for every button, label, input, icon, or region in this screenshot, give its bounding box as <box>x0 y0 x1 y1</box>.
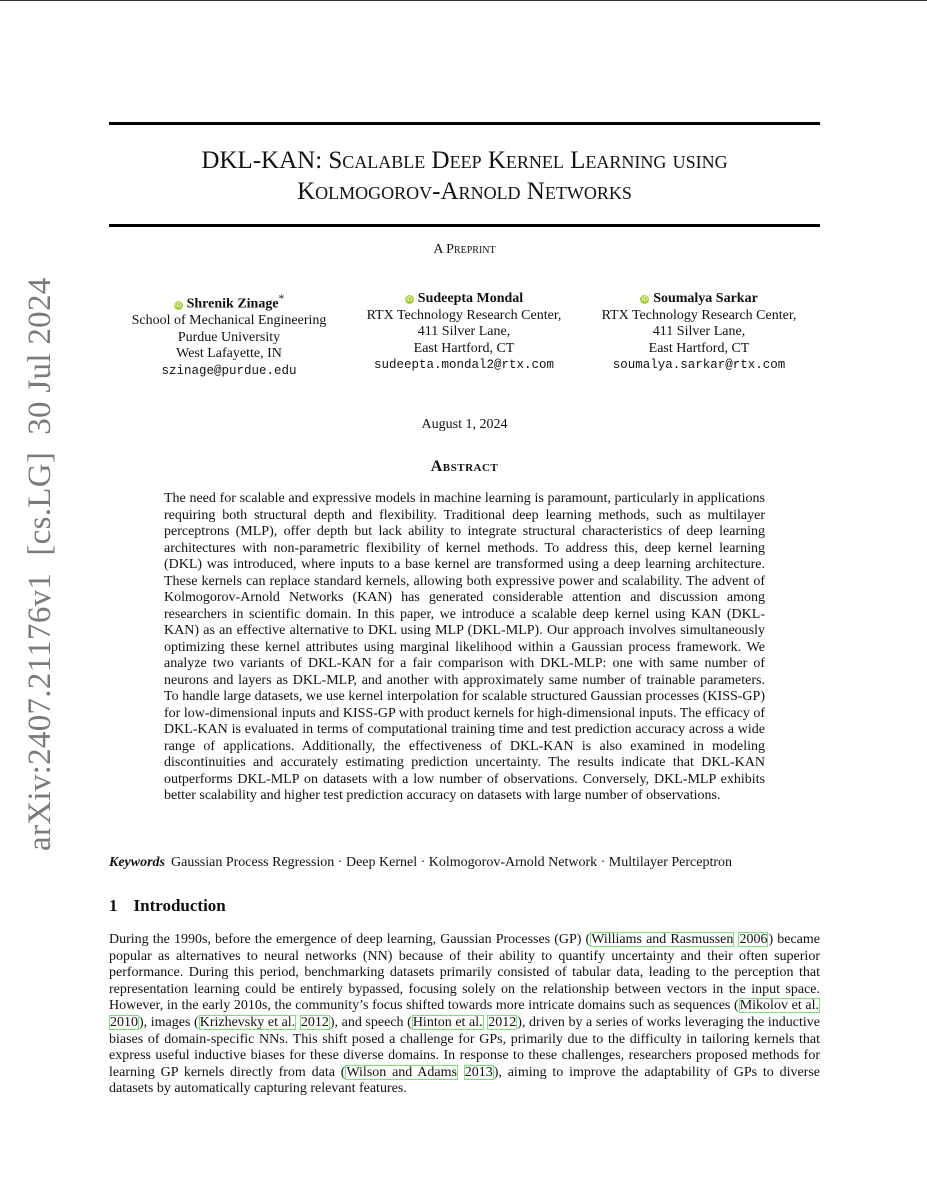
author-email[interactable]: szinage@purdue.edu <box>161 363 297 378</box>
corresponding-mark: * <box>278 292 285 305</box>
keywords-label: Keywords <box>109 855 165 870</box>
title-line-2: Kolmogorov-Arnold Networks <box>297 178 632 205</box>
author-affiliation: 411 Silver Lane, <box>417 324 511 339</box>
author-3 <box>579 291 819 374</box>
author-affiliation: East Hartford, CT <box>413 340 515 356</box>
arxiv-identifier: arXiv:2407.21176v1 [cs.LG] 30 Jul 2024 <box>22 277 58 851</box>
intro-text: ), and speech ( <box>329 1014 412 1030</box>
citation-year-link[interactable]: 2012 <box>488 1014 517 1030</box>
abstract-text: The need for scalable and expressive models in machine learning is paramount, particularly in applications requiring both structural depth and flexibility. Traditional deep learning methods, such as multilayer perceptrons (MLP), offer depth but lack ability to integrate structural characteristics of deep learning architectures with non-parametric flexibility of kernel methods. To address this, deep kernel learning (DKL) was introduced, where inputs to a base kernel are transformed using a deep learning architecture. These kernels can replace standard kernels, allowing both expressive power and scalability. The advent of Kolmogorov-Arnold Networks (KAN) has generated considerable attention and discussion among researchers in scientific domain. In this paper, we introduce a scalable deep kernel using KAN (DKL-KAN) as an effective alternative to DKL using MLP (DKL-MLP). Our approach involves simultaneously optimizing these kernel attributes using marginal likelihood within a Gaussian process framework. We analyze two variants of DKL-KAN for a fair comparison with DKL-MLP: one with same number of neurons and layers as DKL-MLP, and another with approximately same number of trainable parameters. To handle large datasets, we use kernel interpolation for scalable structured Gaussian processes (KISS-GP) for low-dimensional inputs and KISS-GP with product kernels for high-dimensional inputs. The efficacy of DKL-KAN is evaluated in terms of computational training time and test prediction accuracy across a wide range of applications. Additionally, the effectiveness of DKL-KAN is also examined in modeling discontinuities and accurately estimating prediction uncertainty. The results indicate that DKL-KAN outperforms DKL-MLP on datasets with a low number of observations. Conversely, DKL-MLP exhibits better scalability and higher test prediction accuracy on datasets with large number of observations. <box>164 491 765 803</box>
citation-year-link[interactable]: 2006 <box>739 932 768 947</box>
author-affiliation: East Hartford, CT <box>648 340 750 356</box>
orcid-icon[interactable]: iD <box>641 296 648 303</box>
author-affiliation: Purdue University <box>177 329 281 345</box>
author-email[interactable]: sudeepta.mondal2@rtx.com <box>373 358 555 372</box>
orcid-icon[interactable]: iD <box>174 301 182 309</box>
citation-link[interactable]: Williams and Rasmussen <box>591 932 734 947</box>
keywords-line <box>109 855 732 871</box>
orcid-icon[interactable]: iD <box>406 296 413 303</box>
citation-link[interactable]: Hinton et al. <box>412 1014 483 1030</box>
paper-title <box>109 145 820 207</box>
author-1 <box>109 291 349 379</box>
intro-text: ), images ( <box>139 1014 199 1030</box>
title-rule-bottom <box>109 224 820 227</box>
abstract-heading: Abstract <box>430 458 499 475</box>
intro-text: ) became popular as alternatives to neural networks (NN) because of their ability to quantify uncertainty and their often superior performance. During this period, benchmarking datasets primarily consisted of tabular data, leading to the perception that representation learning could be entirely bypassed, focusing solely on the relationship between vectors in the input space. However, in the early 2010s, the community’s focus shifted towards more intricate domains such as sequences ( <box>109 932 820 1014</box>
intro-text: ), aiming to improve the adaptability of GPs to diverse datasets by automatically capturing relevant features. <box>109 1064 821 1097</box>
author-affiliation: 411 Silver Lane, <box>652 324 746 339</box>
author-name: Sudeepta Mondal <box>417 291 524 306</box>
preprint-label: A Preprint <box>433 242 496 257</box>
section-title: Introduction <box>133 896 226 915</box>
citation-year-link[interactable]: 2013 <box>464 1064 493 1080</box>
citation-link[interactable]: Krizhevsky et al. <box>199 1014 296 1030</box>
citation-year-link[interactable]: 2010 <box>110 1014 138 1030</box>
author-name: Shrenik Zinage <box>186 296 279 312</box>
citation-link[interactable]: Wilson and Adams <box>346 1064 457 1080</box>
author-name: Soumalya Sarkar <box>653 291 758 306</box>
author-affiliation: School of Mechanical Engineering <box>131 313 327 329</box>
author-email[interactable]: soumalya.sarkar@rtx.com <box>612 358 786 372</box>
keywords-text: Gaussian Process Regression · Deep Kernel · Kolmogorov-Arnold Network · Multilayer Perceptron <box>171 855 733 870</box>
intro-text: During the 1990s, before the emergence of deep learning, Gaussian Processes (GP) ( <box>109 932 591 947</box>
intro-paragraph <box>109 932 820 1098</box>
title-line-1: DKL-KAN: Scalable Deep Kernel Learning using <box>201 147 728 174</box>
title-rule-top <box>109 122 820 125</box>
author-2 <box>344 291 584 374</box>
citation-year-link[interactable]: 2012 <box>300 1014 329 1030</box>
citation-link[interactable]: Mikolov et al. <box>739 998 819 1014</box>
author-affiliation: RTX Technology Research Center, <box>601 307 797 323</box>
publication-date: August 1, 2024 <box>421 417 508 432</box>
section-number: 1 <box>109 896 118 915</box>
section-heading <box>109 896 226 916</box>
intro-text: ), driven by a series of works leveraging the inductive biases of domain-specific NNs. This shift posed a challenge for GPs, primarily due to the difficulty in tailoring kernels that express useful inductive biases for these diverse domains. In response to these challenges, researchers proposed methods for learning GP kernels directly from data ( <box>109 1014 821 1080</box>
author-affiliation: RTX Technology Research Center, <box>366 307 562 323</box>
author-affiliation: West Lafayette, IN <box>176 346 282 362</box>
